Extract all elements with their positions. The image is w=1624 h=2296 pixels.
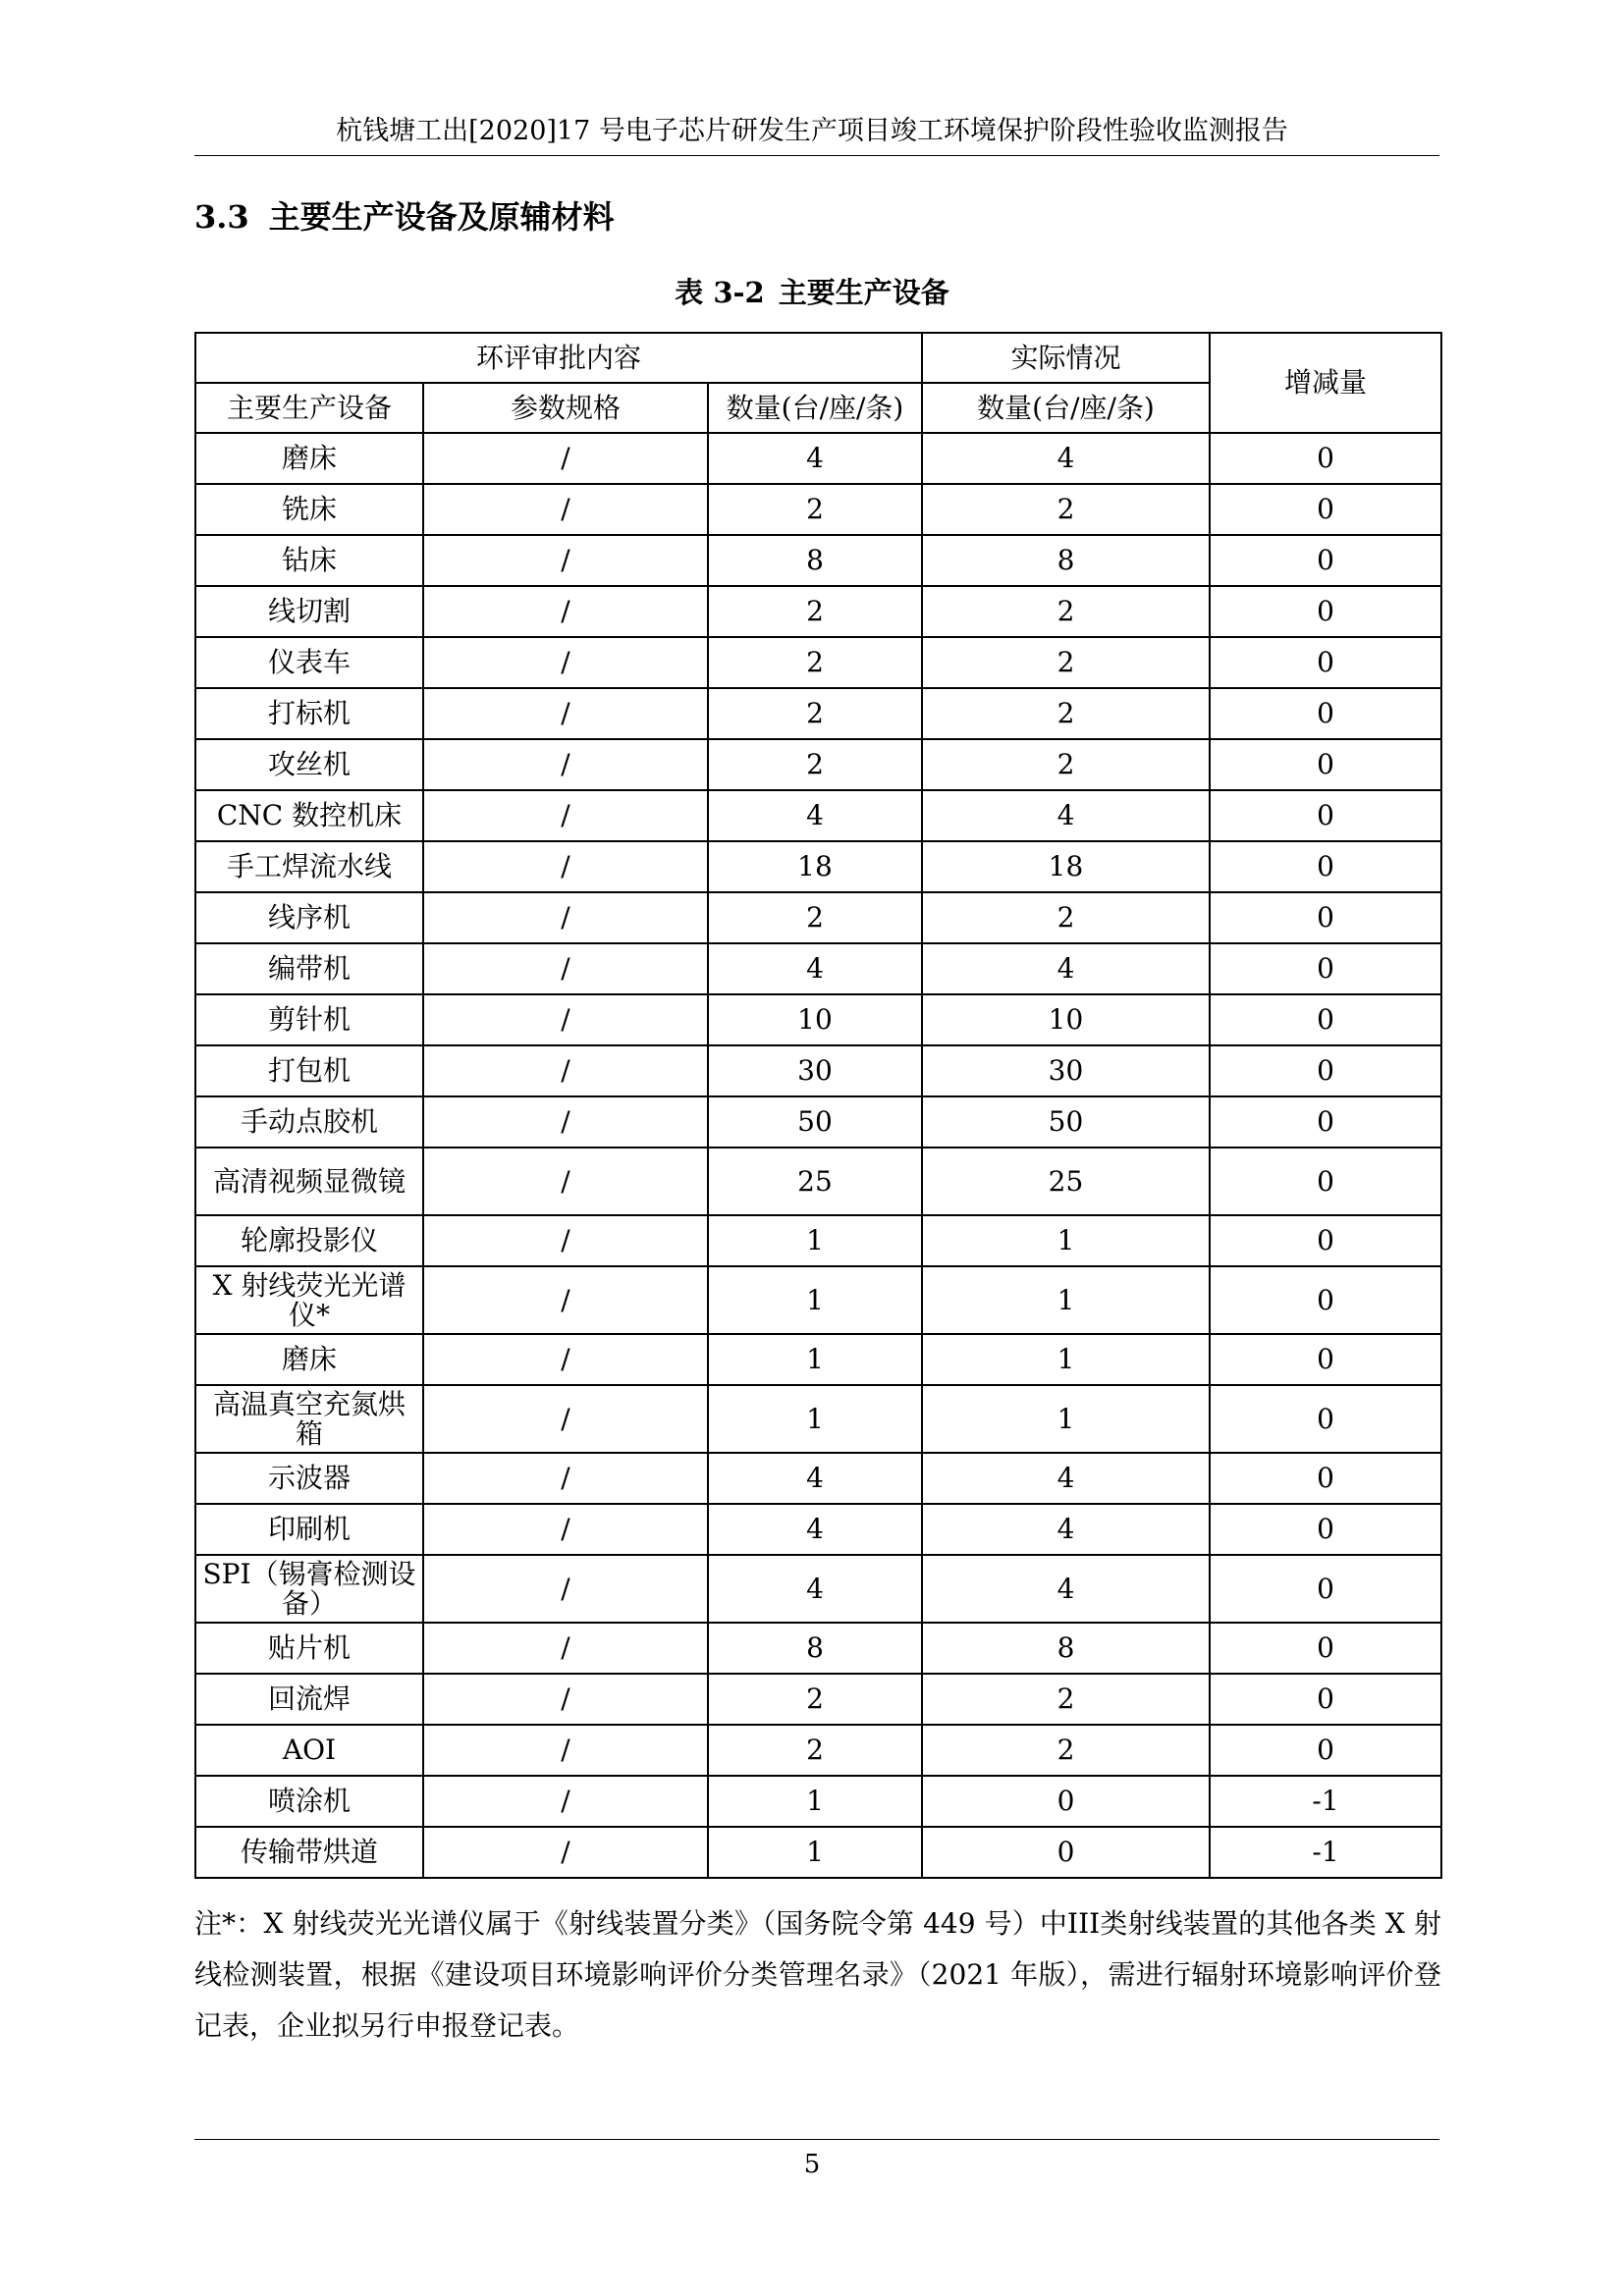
equipment-name: X 射线荧光光谱仪* bbox=[195, 1266, 423, 1334]
spec-cell: / bbox=[423, 841, 708, 892]
change-cell: 0 bbox=[1210, 1453, 1441, 1504]
approved-qty-cell: 4 bbox=[708, 1453, 922, 1504]
approved-qty-cell: 4 bbox=[708, 1504, 922, 1555]
spec-cell: / bbox=[423, 688, 708, 739]
actual-qty-cell: 8 bbox=[922, 535, 1210, 586]
equipment-name: 传输带烘道 bbox=[195, 1827, 423, 1878]
table-caption-title: 主要生产设备 bbox=[778, 276, 949, 309]
actual-qty-cell: 50 bbox=[922, 1096, 1210, 1148]
change-cell: 0 bbox=[1210, 1555, 1441, 1623]
actual-qty-cell: 2 bbox=[922, 1674, 1210, 1725]
actual-qty-cell: 18 bbox=[922, 841, 1210, 892]
header-spec: 参数规格 bbox=[423, 383, 708, 433]
change-cell: 0 bbox=[1210, 1334, 1441, 1385]
equipment-name: SPI（锡膏检测设备） bbox=[195, 1555, 423, 1623]
change-cell: 0 bbox=[1210, 1674, 1441, 1725]
equipment-name: 磨床 bbox=[195, 433, 423, 484]
spec-cell: / bbox=[423, 1266, 708, 1334]
change-cell: 0 bbox=[1210, 484, 1441, 535]
change-cell: 0 bbox=[1210, 1504, 1441, 1555]
table-row bbox=[195, 1266, 1441, 1334]
approved-qty-cell: 30 bbox=[708, 1045, 922, 1096]
approved-qty-cell: 25 bbox=[708, 1148, 922, 1215]
change-cell: -1 bbox=[1210, 1776, 1441, 1827]
equipment-name: 磨床 bbox=[195, 1334, 423, 1385]
equipment-name: 示波器 bbox=[195, 1453, 423, 1504]
header-approval: 环评审批内容 bbox=[195, 333, 922, 383]
spec-cell: / bbox=[423, 1776, 708, 1827]
actual-qty-cell: 2 bbox=[922, 1725, 1210, 1776]
equipment-name: 打包机 bbox=[195, 1045, 423, 1096]
footer-divider bbox=[194, 2139, 1439, 2140]
change-cell: 0 bbox=[1210, 1096, 1441, 1148]
actual-qty-cell: 2 bbox=[922, 892, 1210, 943]
change-cell: 0 bbox=[1210, 535, 1441, 586]
spec-cell: / bbox=[423, 790, 708, 841]
approved-qty-cell: 2 bbox=[708, 637, 922, 688]
spec-cell: / bbox=[423, 1096, 708, 1148]
change-cell: 0 bbox=[1210, 943, 1441, 994]
equipment-name: CNC 数控机床 bbox=[195, 790, 423, 841]
approved-qty-cell: 1 bbox=[708, 1334, 922, 1385]
table-row bbox=[195, 637, 1441, 688]
approved-qty-cell: 2 bbox=[708, 688, 922, 739]
approved-qty-cell: 1 bbox=[708, 1776, 922, 1827]
spec-cell: / bbox=[423, 484, 708, 535]
table-row bbox=[195, 586, 1441, 637]
table-row bbox=[195, 1504, 1441, 1555]
actual-qty-cell: 4 bbox=[922, 790, 1210, 841]
approved-qty-cell: 1 bbox=[708, 1385, 922, 1453]
table-row bbox=[195, 1045, 1441, 1096]
actual-qty-cell: 1 bbox=[922, 1334, 1210, 1385]
spec-cell: / bbox=[423, 1453, 708, 1504]
spec-cell: / bbox=[423, 1334, 708, 1385]
equipment-name: 仪表车 bbox=[195, 637, 423, 688]
actual-qty-cell: 2 bbox=[922, 484, 1210, 535]
header-equipment: 主要生产设备 bbox=[195, 383, 423, 433]
approved-qty-cell: 18 bbox=[708, 841, 922, 892]
spec-cell: / bbox=[423, 1148, 708, 1215]
header-actual-qty: 数量(台/座/条) bbox=[922, 383, 1210, 433]
approved-qty-cell: 4 bbox=[708, 1555, 922, 1623]
spec-cell: / bbox=[423, 586, 708, 637]
equipment-table bbox=[194, 332, 1442, 1879]
spec-cell: / bbox=[423, 1504, 708, 1555]
actual-qty-cell: 1 bbox=[922, 1266, 1210, 1334]
approved-qty-cell: 4 bbox=[708, 943, 922, 994]
table-row bbox=[195, 1827, 1441, 1878]
actual-qty-cell: 1 bbox=[922, 1215, 1210, 1266]
spec-cell: / bbox=[423, 433, 708, 484]
spec-cell: / bbox=[423, 1827, 708, 1878]
running-header: 杭钱塘工出[2020]17 号电子芯片研发生产项目竣工环境保护阶段性验收监测报告 bbox=[336, 116, 1288, 146]
equipment-name: 高温真空充氮烘箱 bbox=[195, 1385, 423, 1453]
approved-qty-cell: 8 bbox=[708, 535, 922, 586]
page-number: 5 bbox=[803, 2150, 821, 2179]
table-caption bbox=[0, 273, 1624, 312]
spec-cell: / bbox=[423, 1215, 708, 1266]
spec-cell: / bbox=[423, 1385, 708, 1453]
table-row bbox=[195, 994, 1441, 1045]
spec-cell: / bbox=[423, 994, 708, 1045]
equipment-name: 喷涂机 bbox=[195, 1776, 423, 1827]
actual-qty-cell: 0 bbox=[922, 1776, 1210, 1827]
equipment-name: 线序机 bbox=[195, 892, 423, 943]
table-row bbox=[195, 841, 1441, 892]
change-cell: 0 bbox=[1210, 841, 1441, 892]
table-row bbox=[195, 433, 1441, 484]
approved-qty-cell: 10 bbox=[708, 994, 922, 1045]
change-cell: 0 bbox=[1210, 1148, 1441, 1215]
table-row bbox=[195, 1215, 1441, 1266]
section-heading bbox=[194, 195, 615, 239]
change-cell: 0 bbox=[1210, 994, 1441, 1045]
spec-cell: / bbox=[423, 637, 708, 688]
approved-qty-cell: 50 bbox=[708, 1096, 922, 1148]
actual-qty-cell: 1 bbox=[922, 1385, 1210, 1453]
change-cell: 0 bbox=[1210, 790, 1441, 841]
equipment-name: 打标机 bbox=[195, 688, 423, 739]
header-approved-qty: 数量(台/座/条) bbox=[708, 383, 922, 433]
equipment-name: 钻床 bbox=[195, 535, 423, 586]
change-cell: 0 bbox=[1210, 688, 1441, 739]
actual-qty-cell: 4 bbox=[922, 1453, 1210, 1504]
actual-qty-cell: 4 bbox=[922, 1504, 1210, 1555]
approved-qty-cell: 2 bbox=[708, 1674, 922, 1725]
table-row bbox=[195, 1148, 1441, 1215]
table-caption-number: 表 3-2 bbox=[675, 276, 765, 309]
change-cell: 0 bbox=[1210, 1623, 1441, 1674]
equipment-name: 轮廓投影仪 bbox=[195, 1215, 423, 1266]
actual-qty-cell: 30 bbox=[922, 1045, 1210, 1096]
change-cell: 0 bbox=[1210, 433, 1441, 484]
table-row bbox=[195, 1453, 1441, 1504]
spec-cell: / bbox=[423, 535, 708, 586]
actual-qty-cell: 4 bbox=[922, 1555, 1210, 1623]
actual-qty-cell: 4 bbox=[922, 943, 1210, 994]
spec-cell: / bbox=[423, 739, 708, 790]
change-cell: 0 bbox=[1210, 637, 1441, 688]
actual-qty-cell: 10 bbox=[922, 994, 1210, 1045]
spec-cell: / bbox=[423, 943, 708, 994]
table-row bbox=[195, 1334, 1441, 1385]
table-row bbox=[195, 688, 1441, 739]
equipment-name: 手工焊流水线 bbox=[195, 841, 423, 892]
change-cell: 0 bbox=[1210, 1215, 1441, 1266]
header-change: 增减量 bbox=[1210, 333, 1441, 433]
spec-cell: / bbox=[423, 1555, 708, 1623]
table-footnote: 注*：X 射线荧光光谱仪属于《射线装置分类》（国务院令第 449 号）中III类射线装置的其他各类 X 射线检测装置，根据《建设项目环境影响评价分类管理名录》（2021 年版），需进行辐射环境影响评价登记表，企业拟另行申报登记表。 bbox=[194, 1907, 1441, 2042]
table-row bbox=[195, 1555, 1441, 1623]
table-row bbox=[195, 1096, 1441, 1148]
spec-cell: / bbox=[423, 892, 708, 943]
spec-cell: / bbox=[423, 1725, 708, 1776]
table-row bbox=[195, 1623, 1441, 1674]
actual-qty-cell: 4 bbox=[922, 433, 1210, 484]
approved-qty-cell: 2 bbox=[708, 739, 922, 790]
table-group-header-row bbox=[195, 333, 1441, 383]
equipment-name: 铣床 bbox=[195, 484, 423, 535]
actual-qty-cell: 0 bbox=[922, 1827, 1210, 1878]
change-cell: 0 bbox=[1210, 1045, 1441, 1096]
table-row bbox=[195, 943, 1441, 994]
table-row bbox=[195, 535, 1441, 586]
actual-qty-cell: 2 bbox=[922, 739, 1210, 790]
approved-qty-cell: 1 bbox=[708, 1266, 922, 1334]
table-row bbox=[195, 484, 1441, 535]
equipment-name: 手动点胶机 bbox=[195, 1096, 423, 1148]
change-cell: 0 bbox=[1210, 1725, 1441, 1776]
actual-qty-cell: 2 bbox=[922, 586, 1210, 637]
approved-qty-cell: 8 bbox=[708, 1623, 922, 1674]
change-cell: 0 bbox=[1210, 1266, 1441, 1334]
change-cell: 0 bbox=[1210, 892, 1441, 943]
actual-qty-cell: 2 bbox=[922, 688, 1210, 739]
equipment-name: 高清视频显微镜 bbox=[195, 1148, 423, 1215]
equipment-name: 线切割 bbox=[195, 586, 423, 637]
header-actual: 实际情况 bbox=[922, 333, 1210, 383]
equipment-name: AOI bbox=[195, 1725, 423, 1776]
table-body bbox=[195, 433, 1441, 1878]
section-number: 3.3 bbox=[194, 198, 249, 236]
approved-qty-cell: 4 bbox=[708, 790, 922, 841]
approved-qty-cell: 1 bbox=[708, 1215, 922, 1266]
approved-qty-cell: 2 bbox=[708, 484, 922, 535]
equipment-name: 攻丝机 bbox=[195, 739, 423, 790]
spec-cell: / bbox=[423, 1674, 708, 1725]
spec-cell: / bbox=[423, 1623, 708, 1674]
equipment-name: 印刷机 bbox=[195, 1504, 423, 1555]
equipment-name: 贴片机 bbox=[195, 1623, 423, 1674]
table-row bbox=[195, 1385, 1441, 1453]
approved-qty-cell: 2 bbox=[708, 586, 922, 637]
table-row bbox=[195, 1725, 1441, 1776]
change-cell: 0 bbox=[1210, 739, 1441, 790]
change-cell: 0 bbox=[1210, 586, 1441, 637]
spec-cell: / bbox=[423, 1045, 708, 1096]
table-row bbox=[195, 892, 1441, 943]
equipment-name: 编带机 bbox=[195, 943, 423, 994]
approved-qty-cell: 1 bbox=[708, 1827, 922, 1878]
table-row bbox=[195, 1776, 1441, 1827]
section-title: 主要生产设备及原辅材料 bbox=[268, 198, 615, 236]
actual-qty-cell: 8 bbox=[922, 1623, 1210, 1674]
change-cell: 0 bbox=[1210, 1385, 1441, 1453]
table-row bbox=[195, 739, 1441, 790]
approved-qty-cell: 2 bbox=[708, 1725, 922, 1776]
approved-qty-cell: 4 bbox=[708, 433, 922, 484]
actual-qty-cell: 2 bbox=[922, 637, 1210, 688]
equipment-name: 回流焊 bbox=[195, 1674, 423, 1725]
approved-qty-cell: 2 bbox=[708, 892, 922, 943]
header-divider bbox=[194, 155, 1439, 156]
change-cell: -1 bbox=[1210, 1827, 1441, 1878]
actual-qty-cell: 25 bbox=[922, 1148, 1210, 1215]
table-row bbox=[195, 1674, 1441, 1725]
equipment-name: 剪针机 bbox=[195, 994, 423, 1045]
table-row bbox=[195, 790, 1441, 841]
